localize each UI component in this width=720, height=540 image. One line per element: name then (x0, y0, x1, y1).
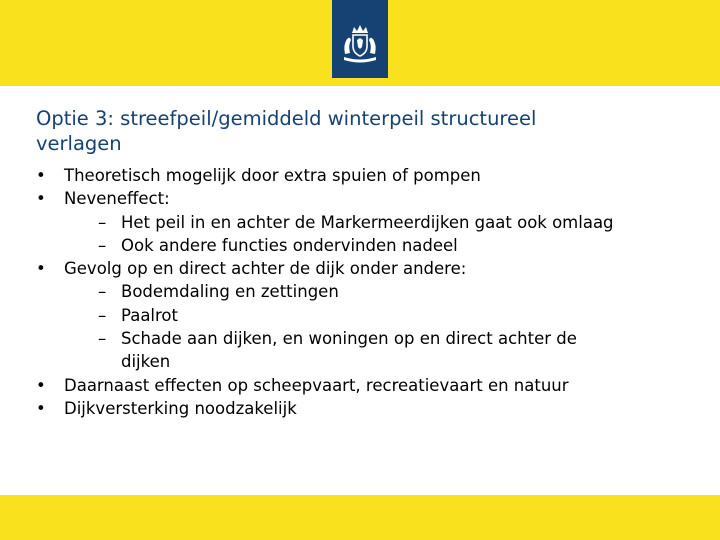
list-item (36, 374, 706, 397)
sub-list-item (36, 327, 706, 374)
sub-list-item-text: Bodemdaling en zettingen (121, 282, 339, 302)
bullet-marker: • (36, 375, 46, 395)
bullet-list (36, 164, 706, 420)
sub-list-item-text: Het peil in en achter de Markermeerdijken gaat ook omlaag (121, 212, 614, 232)
dash-marker: – (98, 212, 107, 232)
list-item (36, 187, 706, 210)
bullet-marker: • (36, 259, 46, 279)
bullet-marker: • (36, 398, 46, 418)
sub-list-item (36, 234, 706, 257)
dash-marker: – (98, 282, 107, 302)
dash-marker: – (98, 235, 107, 255)
list-item-text: Theoretisch mogelijk door extra spuien of pompen (64, 166, 481, 185)
rijksoverheid-logo (332, 0, 388, 78)
sub-list-item-text-line-1: Schade aan dijken, en woningen op en direct achter de (121, 329, 577, 349)
bullet-marker: • (36, 166, 46, 185)
dash-marker: – (98, 305, 107, 325)
footer-band (0, 495, 720, 540)
coat-of-arms-icon (332, 0, 388, 78)
dash-marker: – (98, 329, 107, 349)
sub-list-item-text: Paalrot (121, 305, 179, 325)
bullet-marker: • (36, 189, 46, 209)
list-item-text: Gevolg op en direct achter de dijk onder andere: (64, 259, 467, 279)
list-item (36, 257, 706, 280)
list-item-text: Neveneffect: (64, 189, 170, 209)
slide-title (36, 106, 686, 156)
list-item (36, 397, 706, 420)
sub-list-item (36, 304, 706, 327)
list-item (36, 164, 706, 187)
list-item-text: Dijkversterking noodzakelijk (64, 398, 297, 418)
slide-title-line-1: Optie 3: streefpeil/gemiddeld winterpeil structureel (36, 107, 537, 130)
sub-list-item-text: Ook andere functies ondervinden nadeel (121, 235, 458, 255)
list-item-text: Daarnaast effecten op scheepvaart, recreatievaart en natuur (64, 375, 569, 395)
slide-title-line-2: verlagen (36, 132, 122, 155)
sub-list-item-text-line-2: dijken (121, 352, 171, 372)
sub-list-item (36, 211, 706, 234)
sub-list-item (36, 280, 706, 303)
